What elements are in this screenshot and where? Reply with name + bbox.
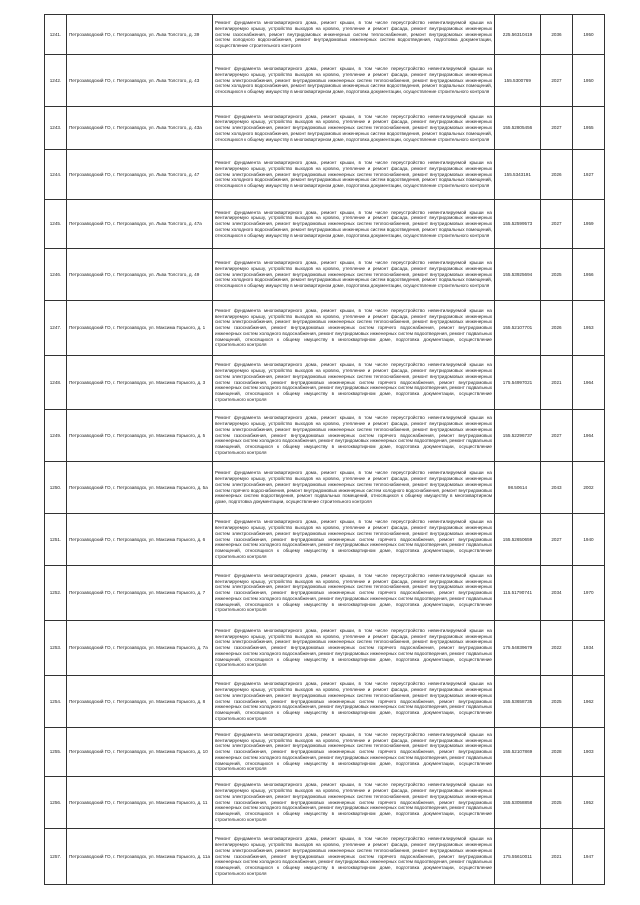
table-row xyxy=(45,514,605,566)
build-year-cell: 1955 xyxy=(573,107,605,150)
build-year-cell: 1903 xyxy=(573,728,605,777)
row-number: 1242. xyxy=(45,55,67,107)
works-cell: Ремонт фундамента многоквартирного дома, ремонт крыши, в том числе переустройство невентилируемой крыши на вентилируемую крышу, устройство выходов на кровлю, утепление и ремонт фасада, ремонт внутридомовых инженерных систем электроснабжения, ремонт внутридомовых инженерных систем теплоснабжения, ремонт внутридомовых инженерных систем холодного водоснабжения, ремонт внутридомовых инженерных систем водоотведения, ремонт подвальных помещений, относящихся к общему имуществу в многоквартирном доме, подготовка документации, осуществление строительного контроля xyxy=(213,55,495,107)
works-cell: Ремонт фундамента многоквартирного дома, ремонт крыши, в том числе переустройство невентилируемой крыши на вентилируемую крышу, устройство выходов на кровлю, утепление и ремонт фасада, ремонт внутридомовых инженерных систем электроснабжения, ремонт внутридомовых инженерных систем теплоснабжения, ремонт внутридомовых инженерных систем холодного водоснабжения, ремонт внутридомовых инженерных систем водоотведения, ремонт подвальных помещений, относящихся к общему имуществу в многоквартирном доме, подготовка документации, осуществление строительного контроля xyxy=(213,249,495,301)
address-cell: Петрозаводский ГО, г. Петрозаводск, ул. Льва Толстого, д. 49 xyxy=(67,249,213,301)
build-year-cell: 1947 xyxy=(573,829,605,885)
table-row xyxy=(45,829,605,885)
row-number: 1246. xyxy=(45,249,67,301)
address-cell: Петрозаводский ГО, г. Петрозаводск, ул. Максима Горького, д. 1 xyxy=(67,301,213,356)
table-row xyxy=(45,728,605,777)
row-number: 1255. xyxy=(45,728,67,777)
planned-year-cell: 2043 xyxy=(541,462,573,514)
table-row xyxy=(45,621,605,676)
planned-year-cell: 2027 xyxy=(541,55,573,107)
planned-year-cell: 2025 xyxy=(541,249,573,301)
cost-cell: 155.53658735 xyxy=(495,676,541,728)
row-number: 1254. xyxy=(45,676,67,728)
row-number: 1252. xyxy=(45,566,67,621)
cost-cell: 115.51790741 xyxy=(495,566,541,621)
build-year-cell: 2002 xyxy=(573,462,605,514)
cost-cell: 155.53058858 xyxy=(495,777,541,829)
works-cell: Ремонт фундамента многоквартирного дома, ремонт крыши, в том числе переустройство невентилируемой крыши на вентилируемую крышу, устройство выходов на кровлю, утепление и ремонт фасада, ремонт внутридомовых инженерных систем электроснабжения, ремонт внутридомовых инженерных систем теплоснабжения, ремонт внутридомовых инженерных систем холодного водоснабжения, ремонт внутридомовых инженерных систем водоотведения, ремонт подвальных помещений, относящихся к общему имуществу в многоквартирном доме, подготовка документации, осуществление строительного контроля xyxy=(213,200,495,249)
cost-cell: 155.53925694 xyxy=(495,249,541,301)
address-cell: Петрозаводский ГО, г. Петрозаводск, ул. Максима Горького, д. 10 xyxy=(67,728,213,777)
address-cell: Петрозаводский ГО, г. Петрозаводск, ул. Максима Горького, д. 7а xyxy=(67,621,213,676)
row-number: 1241. xyxy=(45,15,67,55)
build-year-cell: 1927 xyxy=(573,150,605,200)
address-cell: Петрозаводский ГО, г. Петрозаводск, ул. Льва Толстого, д. 39 xyxy=(67,15,213,55)
cost-cell: 155.52599573 xyxy=(495,200,541,249)
planned-year-cell: 2036 xyxy=(541,15,573,55)
cost-cell: 155.52107701 xyxy=(495,301,541,356)
build-year-cell: 1953 xyxy=(573,301,605,356)
row-number: 1253. xyxy=(45,621,67,676)
works-cell: Ремонт фундамента многоквартирного дома, ремонт крыши, в том числе переустройство невентилируемой крыши на вентилируемую крышу, устройство выходов на кровлю, утепление и ремонт фасада, ремонт внутридомовых инженерных систем газоснабжения, ремонт внутридомовых инженерных систем теплоснабжения, ремонт внутридомовых инженерных систем холодного водоснабжения, ремонт внутридомовых инженерных систем водоотведения, подготовка документации, осуществление строительного контроля xyxy=(213,15,495,55)
row-number: 1244. xyxy=(45,150,67,200)
table-row xyxy=(45,356,605,410)
row-number: 1256. xyxy=(45,777,67,829)
cost-cell: 175.54839679 xyxy=(495,621,541,676)
repair-program-table xyxy=(44,14,605,885)
row-number: 1257. xyxy=(45,829,67,885)
planned-year-cell: 2025 xyxy=(541,676,573,728)
planned-year-cell: 2026 xyxy=(541,301,573,356)
planned-year-cell: 2025 xyxy=(541,777,573,829)
cost-cell: 98.50614 xyxy=(495,462,541,514)
build-year-cell: 1956 xyxy=(573,249,605,301)
address-cell: Петрозаводский ГО, г. Петрозаводск, ул. Максима Горького, д. 7 xyxy=(67,566,213,621)
cost-cell: 155.5300769 xyxy=(495,55,541,107)
works-cell: Ремонт фундамента многоквартирного дома, ремонт крыши, в том числе переустройство невентилируемой крыши на вентилируемую крышу, устройство выходов на кровлю, утепление и ремонт фасада, ремонт внутридомовых инженерных систем электроснабжения, ремонт внутридомовых инженерных систем теплоснабжения, ремонт внутридомовых инженерных систем горячего водоснабжения, ремонт внутридомовых инженерных систем холодного водоснабжения, ремонт внутридомовых инженерных систем водоотведения, ремонт подвальных помещений, относящихся к общему имуществу в многоквартирном доме, подготовка документации, осуществление строительного контроля xyxy=(213,462,495,514)
planned-year-cell: 2022 xyxy=(541,621,573,676)
row-number: 1243. xyxy=(45,107,67,150)
build-year-cell: 1964 xyxy=(573,410,605,462)
cost-cell: 175.55610011 xyxy=(495,829,541,885)
build-year-cell: 1952 xyxy=(573,777,605,829)
works-cell: Ремонт фундамента многоквартирного дома, ремонт крыши, в том числе переустройство невентилируемой крыши на вентилируемую крышу, устройство выходов на кровлю, утепление и ремонт фасада, ремонт внутридомовых инженерных систем электроснабжения, ремонт внутридомовых инженерных систем теплоснабжения, ремонт внутридомовых инженерных систем холодного водоснабжения, ремонт внутридомовых инженерных систем водоотведения, ремонт подвальных помещений, относящихся к общему имуществу в многоквартирном доме, подготовка документации, осуществление строительного контроля xyxy=(213,107,495,150)
cost-cell: 155.5343191 xyxy=(495,150,541,200)
build-year-cell: 1940 xyxy=(573,514,605,566)
works-cell: Ремонт фундамента многоквартирного дома, ремонт крыши, в том числе переустройство невентилируемой крыши на вентилируемую крышу, устройство выходов на кровлю, утепление и ремонт фасада, ремонт внутридомовых инженерных систем электроснабжения, ремонт внутридомовых инженерных систем теплоснабжения, ремонт внутридомовых инженерных систем газоснабжения, ремонт внутридомовых инженерных систем горячего водоснабжения, ремонт внутридомовых инженерных систем холодного водоснабжения, ремонт внутридомовых инженерных систем водоотведения, ремонт подвальных помещений, относящихся к общему имуществу в многоквартирном доме, подготовка документации, осуществление строительного контроля xyxy=(213,621,495,676)
build-year-cell: 1962 xyxy=(573,676,605,728)
address-cell: Петрозаводский ГО, г. Петрозаводск, ул. Льва Толстого, д. 47а xyxy=(67,200,213,249)
address-cell: Петрозаводский ГО, г. Петрозаводск, ул. Максима Горького, д. 11 xyxy=(67,777,213,829)
table-row xyxy=(45,249,605,301)
planned-year-cell: 2021 xyxy=(541,829,573,885)
planned-year-cell: 2028 xyxy=(541,728,573,777)
build-year-cell: 1959 xyxy=(573,200,605,249)
table-row xyxy=(45,200,605,249)
planned-year-cell: 2027 xyxy=(541,107,573,150)
planned-year-cell: 2027 xyxy=(541,410,573,462)
planned-year-cell: 2021 xyxy=(541,356,573,410)
address-cell: Петрозаводский ГО, г. Петрозаводск, ул. Максима Горького, д. 5 xyxy=(67,410,213,462)
cost-cell: 155.52107869 xyxy=(495,728,541,777)
table-row xyxy=(45,107,605,150)
planned-year-cell: 2027 xyxy=(541,514,573,566)
address-cell: Петрозаводский ГО, г. Петрозаводск, ул. Максима Горького, д. 8 xyxy=(67,676,213,728)
works-cell: Ремонт фундамента многоквартирного дома, ремонт крыши, в том числе переустройство невентилируемой крыши на вентилируемую крышу, устройство выходов на кровлю, утепление и ремонт фасада, ремонт внутридомовых инженерных систем электроснабжения, ремонт внутридомовых инженерных систем теплоснабжения, ремонт внутридомовых инженерных систем газоснабжения, ремонт внутридомовых инженерных систем горячего водоснабжения, ремонт внутридомовых инженерных систем холодного водоснабжения, ремонт внутридомовых инженерных систем водоотведения, ремонт подвальных помещений, относящихся к общему имуществу в многоквартирном доме, подготовка документации, осуществление строительного контроля xyxy=(213,676,495,728)
table-row xyxy=(45,55,605,107)
address-cell: Петрозаводский ГО, г. Петрозаводск, ул. Льва Толстого, д. 43 xyxy=(67,55,213,107)
cost-cell: 155.52296737 xyxy=(495,410,541,462)
table-row xyxy=(45,410,605,462)
address-cell: Петрозаводский ГО, г. Петрозаводск, ул. Льва Толстого, д. 47 xyxy=(67,150,213,200)
address-cell: Петрозаводский ГО, г. Петрозаводск, ул. Льва Толстого, д. 43а xyxy=(67,107,213,150)
cost-cell: 155.52805456 xyxy=(495,107,541,150)
table-row xyxy=(45,566,605,621)
table-row xyxy=(45,301,605,356)
works-cell: Ремонт фундамента многоквартирного дома, ремонт крыши, в том числе переустройство невентилируемой крыши на вентилируемую крышу, устройство выходов на кровлю, утепление и ремонт фасада, ремонт внутридомовых инженерных систем электроснабжения, ремонт внутридомовых инженерных систем теплоснабжения, ремонт внутридомовых инженерных систем газоснабжения, ремонт внутридомовых инженерных систем горячего водоснабжения, ремонт внутридомовых инженерных систем холодного водоснабжения, ремонт внутридомовых инженерных систем водоотведения, ремонт подвальных помещений, относящихся к общему имуществу в многоквартирном доме, подготовка документации, осуществление строительного контроля xyxy=(213,777,495,829)
planned-year-cell: 2027 xyxy=(541,200,573,249)
works-cell: Ремонт фундамента многоквартирного дома, ремонт крыши, в том числе переустройство невентилируемой крыши на вентилируемую крышу, устройство выходов на кровлю, утепление и ремонт фасада, ремонт внутридомовых инженерных систем электроснабжения, ремонт внутридомовых инженерных систем теплоснабжения, ремонт внутридомовых инженерных систем газоснабжения, ремонт внутридомовых инженерных систем горячего водоснабжения, ремонт внутридомовых инженерных систем холодного водоснабжения, ремонт внутридомовых инженерных систем водоотведения, ремонт подвальных помещений, относящихся к общему имуществу в многоквартирном доме, подготовка документации, осуществление строительного контроля xyxy=(213,301,495,356)
planned-year-cell: 2034 xyxy=(541,566,573,621)
table-row xyxy=(45,150,605,200)
document-page xyxy=(44,14,604,885)
address-cell: Петрозаводский ГО, г. Петрозаводск, ул. Максима Горького, д. 5а xyxy=(67,462,213,514)
build-year-cell: 1934 xyxy=(573,621,605,676)
table-row xyxy=(45,777,605,829)
row-number: 1248. xyxy=(45,356,67,410)
cost-cell: 155.52650659 xyxy=(495,514,541,566)
cost-cell: 225.56310419 xyxy=(495,15,541,55)
build-year-cell: 1970 xyxy=(573,566,605,621)
works-cell: Ремонт фундамента многоквартирного дома, ремонт крыши, в том числе переустройство невентилируемой крыши на вентилируемую крышу, устройство выходов на кровлю, утепление и ремонт фасада, ремонт внутридомовых инженерных систем электроснабжения, ремонт внутридомовых инженерных систем теплоснабжения, ремонт внутридомовых инженерных систем газоснабжения, ремонт внутридомовых инженерных систем горячего водоснабжения, ремонт внутридомовых инженерных систем холодного водоснабжения, ремонт внутридомовых инженерных систем водоотведения, ремонт подвальных помещений, относящихся к общему имуществу в многоквартирном доме, подготовка документации, осуществление строительного контроля xyxy=(213,514,495,566)
row-number: 1250. xyxy=(45,462,67,514)
cost-cell: 175.54997021 xyxy=(495,356,541,410)
planned-year-cell: 2026 xyxy=(541,150,573,200)
row-number: 1245. xyxy=(45,200,67,249)
works-cell: Ремонт фундамента многоквартирного дома, ремонт крыши, в том числе переустройство невентилируемой крыши на вентилируемую крышу, устройство выходов на кровлю, утепление и ремонт фасада, ремонт внутридомовых инженерных систем электроснабжения, ремонт внутридомовых инженерных систем теплоснабжения, ремонт внутридомовых инженерных систем газоснабжения, ремонт внутридомовых инженерных систем горячего водоснабжения, ремонт внутридомовых инженерных систем холодного водоснабжения, ремонт внутридомовых инженерных систем водоотведения, ремонт подвальных помещений, относящихся к общему имуществу в многоквартирном доме, подготовка документации, осуществление строительного контроля xyxy=(213,566,495,621)
table-row xyxy=(45,462,605,514)
row-number: 1247. xyxy=(45,301,67,356)
row-number: 1251. xyxy=(45,514,67,566)
address-cell: Петрозаводский ГО, г. Петрозаводск, ул. Максима Горького, д. 3 xyxy=(67,356,213,410)
table-row xyxy=(45,15,605,55)
row-number: 1249. xyxy=(45,410,67,462)
works-cell: Ремонт фундамента многоквартирного дома, ремонт крыши, в том числе переустройство невентилируемой крыши на вентилируемую крышу, устройство выходов на кровлю, утепление и ремонт фасада, ремонт внутридомовых инженерных систем электроснабжения, ремонт внутридомовых инженерных систем теплоснабжения, ремонт внутридомовых инженерных систем холодного водоснабжения, ремонт внутридомовых инженерных систем водоотведения, ремонт подвальных помещений, относящихся к общему имуществу в многоквартирном доме, подготовка документации, осуществление строительного контроля xyxy=(213,150,495,200)
table-body xyxy=(45,15,605,885)
build-year-cell: 1950 xyxy=(573,55,605,107)
works-cell: Ремонт фундамента многоквартирного дома, ремонт крыши, в том числе переустройство невентилируемой крыши на вентилируемую крышу, устройство выходов на кровлю, утепление и ремонт фасада, ремонт внутридомовых инженерных систем электроснабжения, ремонт внутридомовых инженерных систем теплоснабжения, ремонт внутридомовых инженерных систем газоснабжения, ремонт внутридомовых инженерных систем горячего водоснабжения, ремонт внутридомовых инженерных систем холодного водоснабжения, ремонт внутридомовых инженерных систем водоотведения, ремонт подвальных помещений, относящихся к общему имуществу в многоквартирном доме, подготовка документации, осуществление строительного контроля xyxy=(213,410,495,462)
works-cell: Ремонт фундамента многоквартирного дома, ремонт крыши, в том числе переустройство невентилируемой крыши на вентилируемую крышу, устройство выходов на кровлю, утепление и ремонт фасада, ремонт внутридомовых инженерных систем электроснабжения, ремонт внутридомовых инженерных систем теплоснабжения, ремонт внутридомовых инженерных систем газоснабжения, ремонт внутридомовых инженерных систем горячего водоснабжения, ремонт внутридомовых инженерных систем холодного водоснабжения, ремонт внутридомовых инженерных систем водоотведения, ремонт подвальных помещений, относящихся к общему имуществу в многоквартирном доме, подготовка документации, осуществление строительного контроля xyxy=(213,728,495,777)
build-year-cell: 1964 xyxy=(573,356,605,410)
build-year-cell: 1950 xyxy=(573,15,605,55)
works-cell: Ремонт фундамента многоквартирного дома, ремонт крыши, в том числе переустройство невентилируемой крыши на вентилируемую крышу, устройство выходов на кровлю, утепление и ремонт фасада, ремонт внутридомовых инженерных систем электроснабжения, ремонт внутридомовых инженерных систем теплоснабжения, ремонт внутридомовых инженерных систем газоснабжения, ремонт внутридомовых инженерных систем горячего водоснабжения, ремонт внутридомовых инженерных систем холодного водоснабжения, ремонт внутридомовых инженерных систем водоотведения, ремонт подвальных помещений, относящихся к общему имуществу в многоквартирном доме, подготовка документации, осуществление строительного контроля xyxy=(213,356,495,410)
works-cell: Ремонт фундамента многоквартирного дома, ремонт крыши, в том числе переустройство невентилируемой крыши на вентилируемую крышу, устройство выходов на кровлю, утепление и ремонт фасада, ремонт внутридомовых инженерных систем электроснабжения, ремонт внутридомовых инженерных систем теплоснабжения, ремонт внутридомовых инженерных систем газоснабжения, ремонт внутридомовых инженерных систем горячего водоснабжения, ремонт внутридомовых инженерных систем холодного водоснабжения, ремонт внутридомовых инженерных систем водоотведения, ремонт подвальных помещений, относящихся к общему имуществу в многоквартирном доме, подготовка документации, осуществление строительного контроля xyxy=(213,829,495,885)
table-row xyxy=(45,676,605,728)
address-cell: Петрозаводский ГО, г. Петрозаводск, ул. Максима Горького, д. 11а xyxy=(67,829,213,885)
address-cell: Петрозаводский ГО, г. Петрозаводск, ул. Максима Горького, д. 6 xyxy=(67,514,213,566)
